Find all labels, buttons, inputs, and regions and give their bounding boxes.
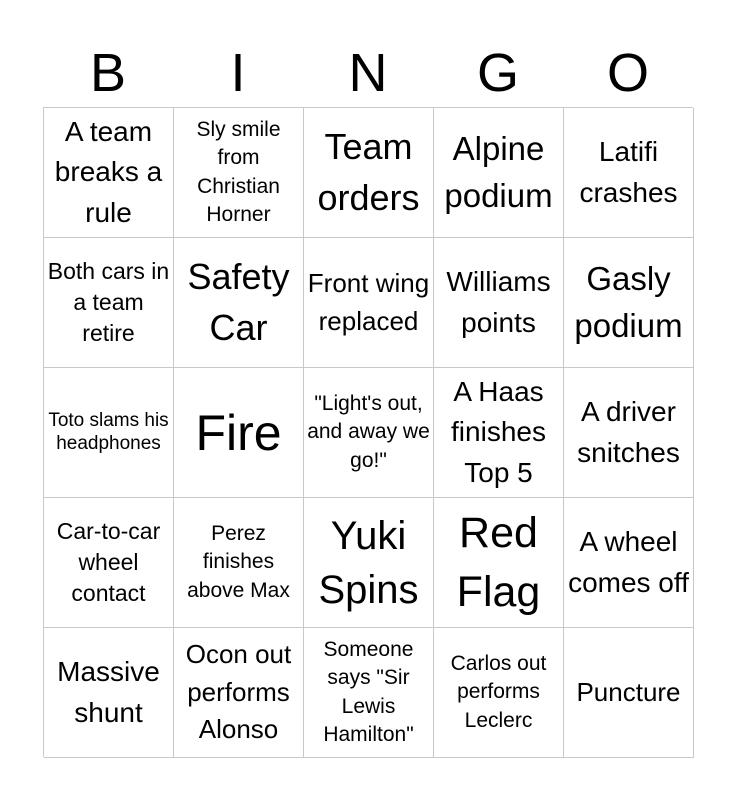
bingo-cell-r1-c5[interactable] <box>564 108 694 238</box>
bingo-cell-r3-c2[interactable] <box>174 368 304 498</box>
header-letter-g: G <box>476 43 519 103</box>
bingo-cell-r5-c4[interactable] <box>434 628 564 758</box>
cell-text: Latifi crashes <box>579 135 678 208</box>
bingo-cell-r3-c3[interactable] <box>304 368 434 498</box>
cell-text: Carlos out performs Leclerc <box>450 651 547 732</box>
header-letter-b: B <box>89 43 127 103</box>
bingo-cell-r3-c5[interactable] <box>564 368 694 498</box>
bingo-header <box>43 40 693 106</box>
cell-text: Both cars in a team retire <box>47 257 170 347</box>
cell-text: Massive shunt <box>57 655 160 728</box>
bingo-board <box>43 107 693 757</box>
cell-text: Williams points <box>446 265 551 338</box>
header-letter-i: I <box>230 43 246 103</box>
cell-text: Sly smile from Christian Horner <box>196 117 281 226</box>
cell-text: Toto slams his headphones <box>48 409 169 454</box>
cell-text: A team breaks a rule <box>54 115 163 228</box>
bingo-cell-r4-c4[interactable] <box>434 498 564 628</box>
cell-text: A wheel comes off <box>568 525 689 598</box>
cell-text: Alpine podium <box>444 130 553 214</box>
header-letter-n: N <box>348 43 388 103</box>
bingo-cell-r1-c4[interactable] <box>434 108 564 238</box>
bingo-cell-r4-c1[interactable] <box>44 498 174 628</box>
bingo-cell-r2-c5[interactable] <box>564 238 694 368</box>
cell-text: Safety Car <box>187 256 290 348</box>
bingo-cell-r3-c1[interactable] <box>44 368 174 498</box>
header-letter-o: O <box>606 43 649 103</box>
bingo-cell-r2-c2[interactable] <box>174 238 304 368</box>
bingo-cell-r5-c3[interactable] <box>304 628 434 758</box>
cell-text: Team orders <box>317 126 420 218</box>
bingo-cell-r4-c3[interactable] <box>304 498 434 628</box>
cell-text: Perez finishes above Max <box>187 521 290 602</box>
cell-text: Gasly podium <box>574 260 683 344</box>
cell-text: Fire <box>195 404 282 461</box>
bingo-cell-r2-c1[interactable] <box>44 238 174 368</box>
cell-text: Front wing replaced <box>307 267 430 336</box>
bingo-cell-r1-c3[interactable] <box>304 108 434 238</box>
bingo-cell-r3-c4[interactable] <box>434 368 564 498</box>
cell-text: A Haas finishes Top 5 <box>451 375 546 488</box>
cell-text: Puncture <box>576 676 681 707</box>
cell-text: A driver snitches <box>577 395 680 468</box>
cell-text: Someone says "Sir Lewis Hamilton" <box>323 637 414 746</box>
cell-text: Ocon out performs Alonso <box>185 638 292 745</box>
cell-text: Yuki Spins <box>318 513 419 612</box>
bingo-cell-r2-c3[interactable] <box>304 238 434 368</box>
bingo-cell-r4-c5[interactable] <box>564 498 694 628</box>
bingo-cell-r5-c1[interactable] <box>44 628 174 758</box>
cell-text: Red Flag <box>456 509 541 616</box>
bingo-cell-r5-c5[interactable] <box>564 628 694 758</box>
bingo-cell-r2-c4[interactable] <box>434 238 564 368</box>
cell-text: Car-to-car wheel contact <box>56 517 161 607</box>
bingo-cell-r5-c2[interactable] <box>174 628 304 758</box>
bingo-cell-r1-c2[interactable] <box>174 108 304 238</box>
bingo-cell-r4-c2[interactable] <box>174 498 304 628</box>
cell-text: "Light's out, and away we go!" <box>307 391 430 472</box>
bingo-cell-r1-c1[interactable] <box>44 108 174 238</box>
